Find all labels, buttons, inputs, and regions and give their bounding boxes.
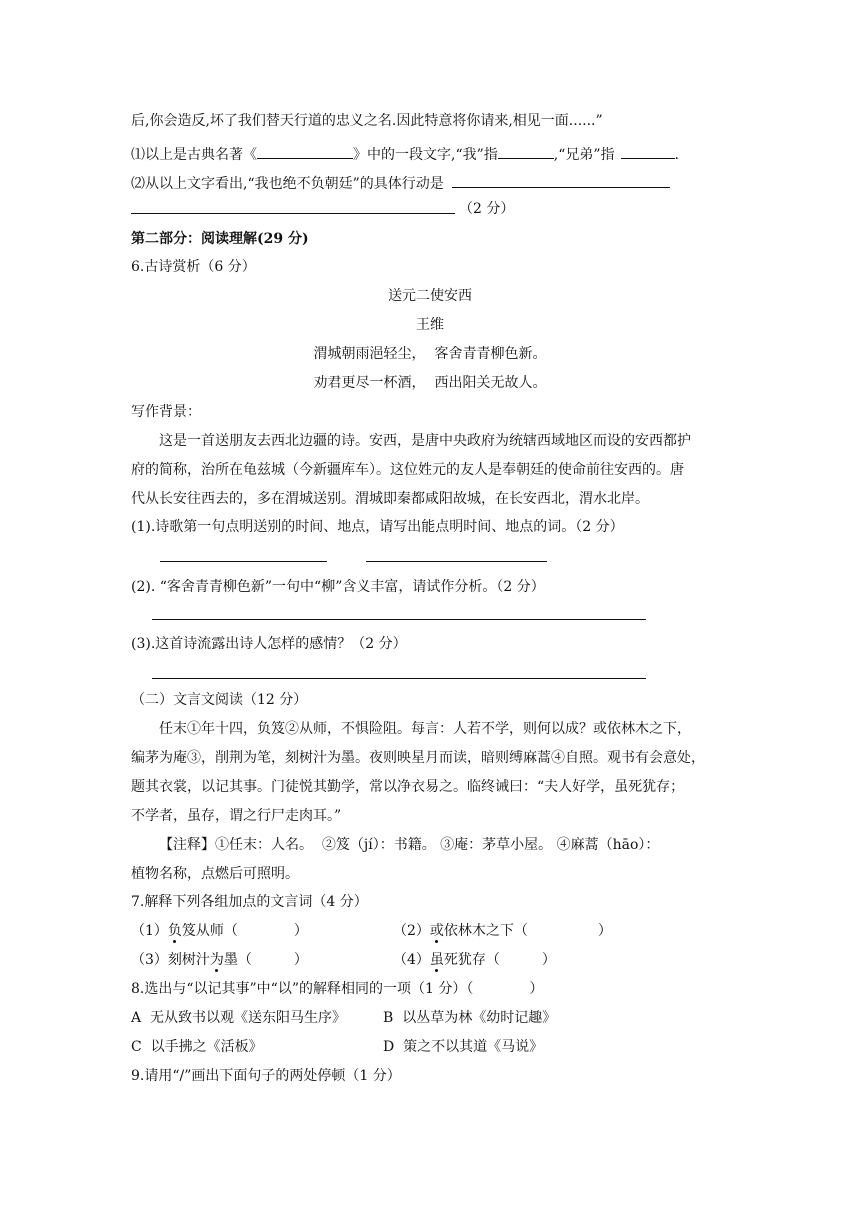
answer-line[interactable]: [160, 561, 327, 562]
dotted-word: 虽: [429, 952, 444, 968]
item-number: （2）: [393, 923, 430, 939]
background-text: 府的简称，治所在龟兹城（今新疆库车）。这位姓元的友人是奉朝廷的使命前往安西的。唐: [131, 462, 684, 478]
classical-text: 不学者，虽存，谓之行尸走肉耳。”: [131, 808, 342, 824]
score-label: （2 分）: [459, 201, 515, 217]
question-text: ,“兄弟”指: [553, 147, 615, 163]
background-text: 代从长安往西去的，多在渭城送别。渭城即秦都咸阳故城，在长安西北，渭水北岸。: [131, 491, 649, 507]
question-text: 8.选出与“以记其事”中“以”的解释相同的一项（1 分）（: [131, 981, 474, 997]
question-text: ⑴以上是古典名著《: [131, 147, 257, 163]
classical-text: 题其衣裳，以记其事。门徒悦其勤学，常以净衣易之。临终诫曰：“夫人好学，虽死犹存；: [131, 779, 685, 795]
question-7-1: [131, 921, 308, 941]
poem-line: 劝君更尽一杯酒， 西出阳关无故人。: [313, 375, 547, 391]
question-text: ）: [529, 981, 544, 997]
dotted-word: 为: [209, 952, 224, 968]
question-7-2: [393, 921, 612, 941]
question-8: [131, 979, 543, 999]
option-c: C 以手拂之《活板》: [131, 1039, 263, 1055]
annotation: 植物名称，点燃后可照明。: [131, 866, 299, 882]
question-text: ⑵从以上文字看出,“我也绝不负朝廷”的具体行动是: [131, 176, 444, 192]
item-number: （4）: [393, 952, 430, 968]
question-7-title: 7.解释下列各组加点的文言词（4 分）: [131, 894, 368, 910]
item-text: 死犹存（: [443, 952, 500, 968]
item-text: 笈从师（: [181, 923, 238, 939]
classical-text: 任末①年十四，负笈②从师，不惧险阻。每言：人若不学，则何以成？或依林木之下，: [159, 721, 691, 737]
dotted-word: 或: [429, 923, 444, 939]
item-text: ）: [541, 952, 556, 968]
question-7-4: [393, 950, 556, 970]
question-1: [131, 143, 679, 165]
item-text: ）: [597, 923, 612, 939]
item-number: （3）刻树汁: [131, 952, 210, 968]
question-6-title: 6.古诗赏析（6 分）: [131, 259, 256, 275]
option-b: B 以丛草为林《幼时记趣》: [383, 1010, 557, 1026]
answer-blank-me[interactable]: [498, 143, 554, 159]
question-6-1: (1).诗歌第一句点明送别的时间、地点，请写出能点明时间、地点的词。（2 分）: [131, 519, 624, 535]
background-text: 这是一首送朋友去西北边疆的诗。安西，是唐中央政府为统辖西域地区而设的安西都护: [159, 433, 691, 449]
question-text: 》中的一段文字,“我”指: [353, 147, 498, 163]
answer-line[interactable]: [152, 619, 646, 620]
question-7-3: [131, 950, 308, 970]
item-text: ）: [293, 952, 308, 968]
annotation: 【注释】①任末：人名。 ②笈（jí）：书籍。 ③庵：茅草小屋。 ④麻蒿（hāo）：: [159, 837, 660, 853]
answer-blank-action[interactable]: [452, 172, 670, 188]
dotted-word: 负: [167, 923, 182, 939]
question-9: 9.请用“/”画出下面句子的两处停顿（1 分）: [131, 1068, 401, 1084]
question-text: .: [674, 147, 679, 163]
question-2: [131, 172, 670, 194]
answer-line[interactable]: [366, 561, 547, 562]
option-a: A 无从致书以观《送东阳马生序》: [131, 1010, 347, 1026]
section-heading: 第二部分：阅读理解(29 分): [131, 231, 309, 247]
answer-line[interactable]: [131, 213, 455, 214]
answer-line[interactable]: [152, 678, 646, 679]
background-label: 写作背景：: [131, 404, 201, 420]
option-d: D 策之不以其道《马说》: [383, 1039, 544, 1055]
answer-blank-book[interactable]: [257, 143, 353, 159]
answer-blank-brother[interactable]: [621, 143, 675, 159]
item-text: ）: [293, 923, 308, 939]
item-text: 墨（: [223, 952, 252, 968]
section-subheading: （二）文言文阅读（12 分）: [131, 692, 308, 708]
poem-author: 王维: [416, 317, 444, 333]
item-number: （1）: [131, 923, 168, 939]
poem-line: 渭城朝雨浥轻尘， 客舍青青柳色新。: [313, 346, 547, 362]
classical-text: 编茅为庵③，削荆为笔，刻树汁为墨。夜则映星月而读，暗则缚麻蒿④自照。观书有会意处，: [131, 750, 705, 766]
question-6-3: (3).这首诗流露出诗人怎样的感情？（2 分）: [131, 636, 407, 652]
passage-line: 后,你会造反,坏了我们替天行道的忠义之名.因此特意将你请来,相见一面......”: [131, 113, 603, 129]
question-6-2: (2). “客舍青青柳色新”一句中“柳”含义丰富，请试作分析。（2 分）: [131, 579, 545, 595]
item-text: 依林木之下（: [443, 923, 528, 939]
poem-title: 送元二使安西: [388, 288, 472, 304]
